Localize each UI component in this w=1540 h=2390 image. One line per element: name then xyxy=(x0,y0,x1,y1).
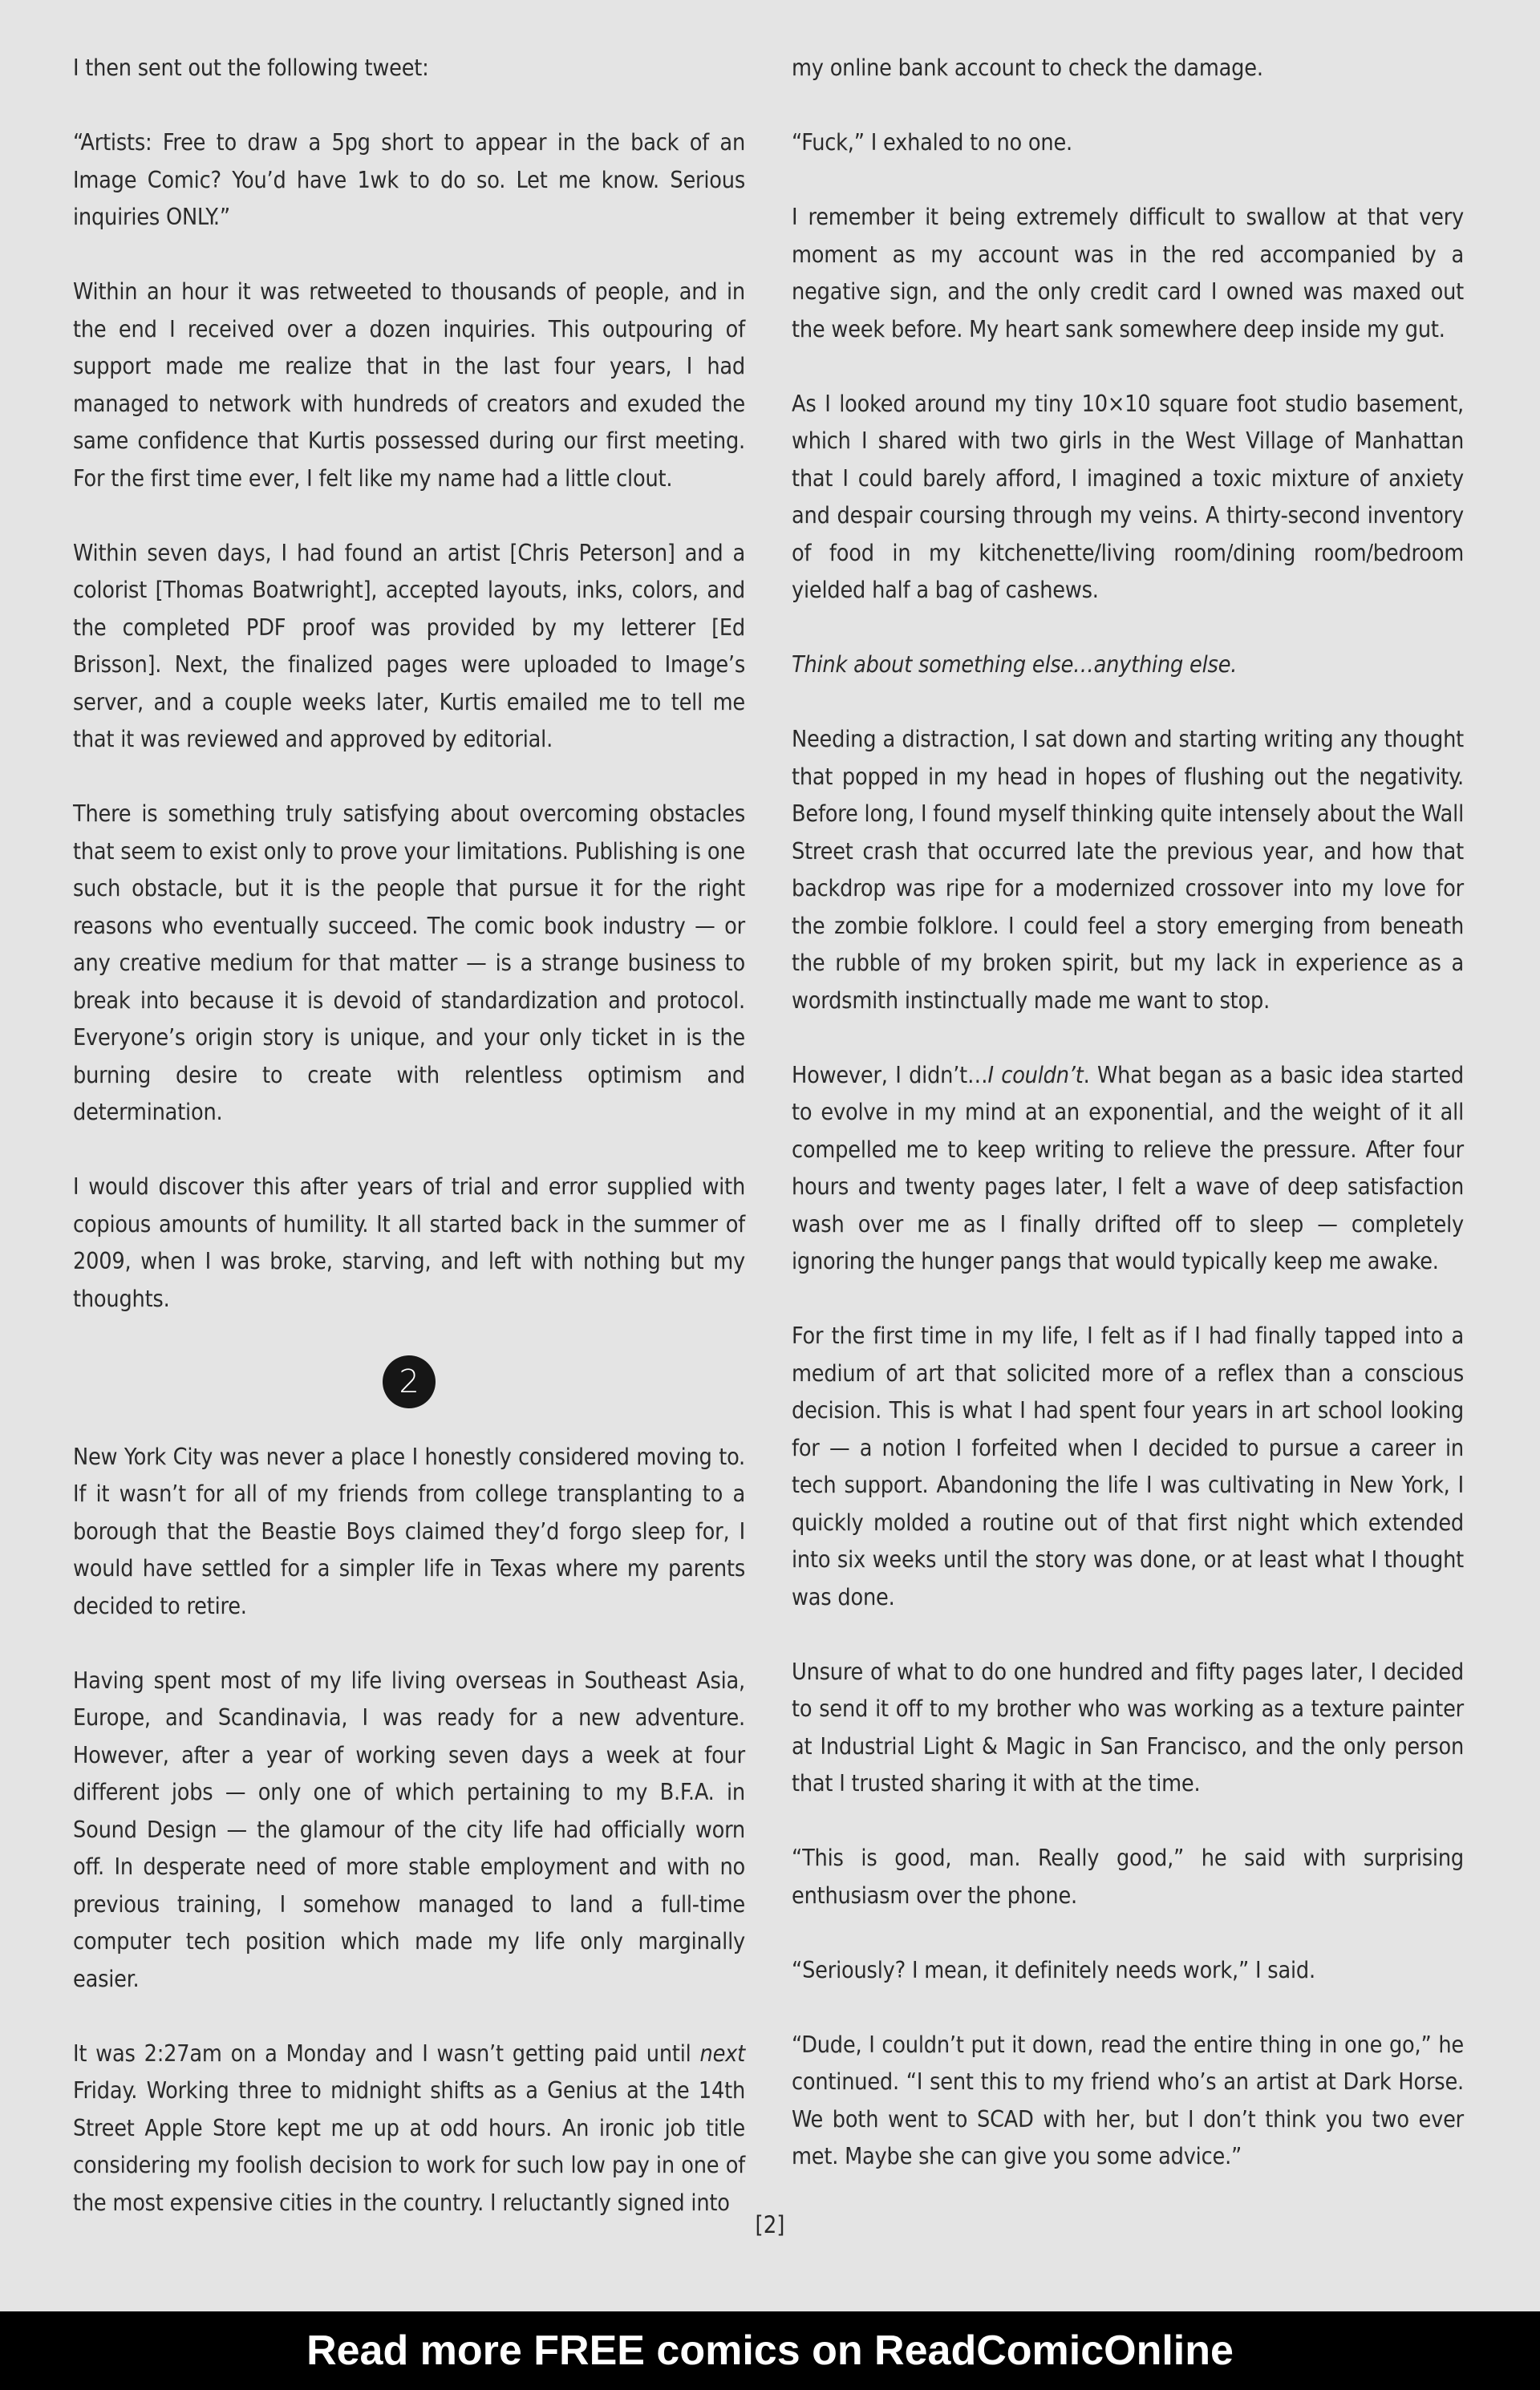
text-run: . What began as a basic idea started to evolve in my mind at an exponential, and the weight of it all compelled me to keep writing to relieve the pressure. After four hours and twenty pages later, I felt a wave of deep satisfaction wash over me as I finally drifted off to sleep — completely ignoring the hunger pangs that would typically keep me awake. xyxy=(792,1061,1464,1274)
left-text-column xyxy=(73,50,745,2222)
paragraph xyxy=(73,2036,745,2222)
emphasis-text: Think about something else…anything else. xyxy=(792,651,1238,678)
text-run: It was 2:27am on a Monday and I wasn’t getting paid until xyxy=(73,2040,700,2067)
text-run: Friday. Working three to midnight shifts as a Genius at the 14th Street Apple Store kept me up at odd hours. An ironic job title considering my foolish decision to work for such low pay in one of the most expensive cities in the country. I reluctantly signed into xyxy=(73,2077,745,2216)
chapter-marker xyxy=(73,1355,745,1408)
paragraph: For the first time in my life, I felt as if I had finally tapped into a medium of art that solicited more of a reflex than a conscious decision. This is what I had spent four years in art school looking for — a notion I forfeited when I decided to pursue a career in tech support. Abandoning the life I was cultivating in New York, I quickly molded a routine out of that first night which extended into six weeks until the story was done, or at least what I thought was done. xyxy=(792,1323,1464,1610)
paragraph: “Dude, I couldn’t put it down, read the entire thing in one go,” he continued. “I sent this to my friend who’s an artist at Dark Horse. We both went to SCAD with her, but I don’t think you two ever met. Maybe she can give you some advice.” xyxy=(792,2031,1464,2169)
paragraph: I would discover this after years of trial and error supplied with copious amounts of humility. It all started back in the summer of 2009, when I was broke, starving, and left with nothing but my thoughts. xyxy=(73,1173,745,1312)
paragraph xyxy=(792,1057,1464,1281)
paragraph: I remember it being extremely difficult to swallow at that very moment as my account was in the red accompanied by a negative sign, and the only credit card I owned was maxed out the week before. My heart sank somewhere deep inside my gut. xyxy=(792,204,1464,342)
paragraph: As I looked around my tiny 10×10 square foot studio basement, which I shared with two girls in the West Village of Manhattan that I could barely afford, I imagined a toxic mixture of anxiety and despair coursing through my veins. A thirty-second inventory of food in my kitchenette/living room/dining room/bedroom yielded half a bag of cashews. xyxy=(792,390,1464,603)
page-number: [2] xyxy=(755,2211,785,2238)
paragraph: New York City was never a place I honestly considered moving to. If it wasn’t for all of my friends from college transplanting to a borough that the Beastie Boys claimed they’d forgo sleep for, I would have settled for a simpler life in Texas where my parents decided to retire. xyxy=(73,1443,745,1619)
right-text-column xyxy=(792,50,1464,2176)
emphasis-text: I couldn’t xyxy=(987,1061,1084,1088)
paragraph: “Seriously? I mean, it definitely needs work,” I said. xyxy=(792,1956,1315,1983)
paragraph: my online bank account to check the damage. xyxy=(792,55,1263,81)
paragraph: Within seven days, I had found an artist [Chris Peterson] and a colorist [Thomas Boatwright], accepted layouts, inks, colors, and the completed PDF proof was provided by my letterer [Ed Brisson]. Next, the finalized pages were uploaded to Image’s server, and a couple weeks later, Kurtis emailed me to tell me that it was reviewed and approved by editorial. xyxy=(73,539,745,752)
paragraph: Needing a distraction, I sat down and starting writing any thought that popped in my head in hopes of flushing out the negativity. Before long, I found myself thinking quite intensely about the Wall Street crash that occurred late the previous year, and how that backdrop was ripe for a modernized crossover into my love for the zombie folklore. I could feel a story emerging from beneath the rubble of my broken spirit, but my lack in experience as a wordsmith instinctually made me want to stop. xyxy=(792,726,1464,1014)
paragraph: Unsure of what to do one hundred and fifty pages later, I decided to send it off to my brother who was working as a texture painter at Industrial Light & Magic in San Francisco, and the only person that I trusted sharing it with at the time. xyxy=(792,1658,1464,1797)
promo-banner-text[interactable]: Read more FREE comics on ReadComicOnline xyxy=(306,2327,1234,2374)
paragraph: Within an hour it was retweeted to thousands of people, and in the end I received over a dozen inquiries. This outpouring of support made me realize that in the last four years, I had managed to network with hundreds of creators and exuded the same confidence that Kurtis possessed during our first meeting. For the first time ever, I felt like my name had a little clout. xyxy=(73,278,745,492)
paragraph: I then sent out the following tweet: xyxy=(73,55,429,81)
tweet-quote-paragraph: “Artists: Free to draw a 5pg short to appear in the back of an Image Comic? You’d have 1wk to do so. Let me know. Serious inquiries ONLY.” xyxy=(73,129,745,230)
chapter-number-badge: 2 xyxy=(383,1355,436,1408)
paragraph: Having spent most of my life living overseas in Southeast Asia, Europe, and Scandinavia, I was ready for a new adventure. However, after a year of working seven days a week at four different jobs — only one of which pertaining to my B.F.A. in Sound Design — the glamour of the city life had officially worn off. In desperate need of more stable employment and with no previous training, I somehow managed to land a full-time computer tech position which made my life only marginally easier. xyxy=(73,1667,745,1992)
paragraph: There is something truly satisfying about overcoming obstacles that seem to exist only to prove your limitations. Publishing is one such obstacle, but it is the people that pursue it for the right reasons who eventually succeed. The comic book industry — or any creative medium for that matter — is a strange business to break into because it is devoid of standardization and protocol. Everyone’s origin story is unique, and your only ticket in is the burning desire to create with relentless optimism and determination. xyxy=(73,800,745,1125)
emphasis-text: next xyxy=(699,2040,745,2067)
italic-thought-paragraph xyxy=(792,646,1464,684)
paragraph: “Fuck,” I exhaled to no one. xyxy=(792,129,1072,156)
promo-banner[interactable] xyxy=(0,2311,1540,2390)
text-run: However, I didn’t… xyxy=(792,1061,988,1088)
paragraph: “This is good, man. Really good,” he said with surprising enthusiasm over the phone. xyxy=(792,1845,1464,1909)
